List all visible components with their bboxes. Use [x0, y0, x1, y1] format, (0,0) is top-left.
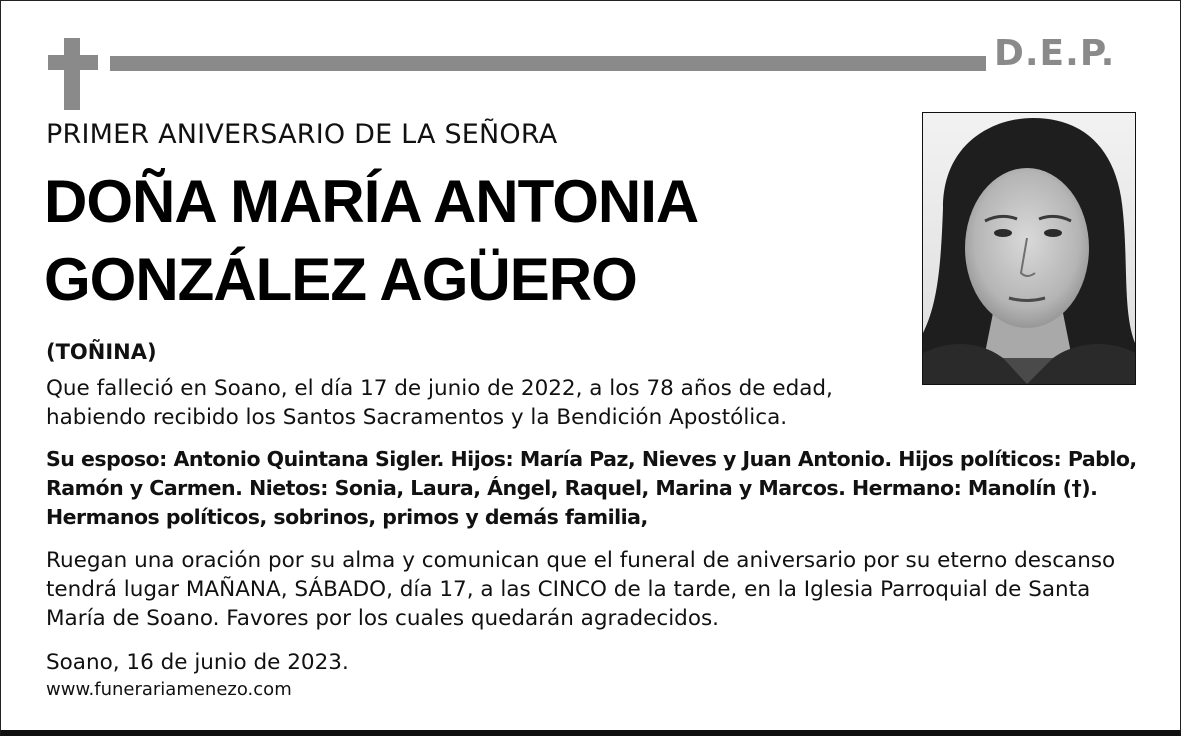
portrait-illustration [923, 113, 1135, 384]
family-paragraph [46, 445, 1137, 532]
funeral-line-1: Ruegan una oración por su alma y comunican que el funeral de aniversario por su eterno descanso [46, 548, 1116, 573]
death-line-1: Que falleció en Soano, el día 17 de junio de 2022, a los 78 años de edad, [46, 376, 833, 401]
nickname: (TOÑINA) [46, 340, 157, 364]
dep-label: D.E.P. [994, 33, 1116, 74]
cross-vertical-bar [64, 38, 80, 110]
place-date: Soano, 16 de junio de 2023. [46, 650, 349, 675]
death-paragraph [46, 374, 833, 432]
funeral-paragraph [46, 546, 1115, 633]
cross-horizontal-bar [48, 55, 98, 70]
intro-text: PRIMER ANIVERSARIO DE LA SEÑORA [46, 119, 558, 150]
funeral-line-3: María de Soano. Favores por los cuales quedarán agradecidos. [46, 606, 720, 631]
family-line-3: Hermanos políticos, sobrinos, primos y demás familia, [46, 505, 648, 529]
family-line-2: Ramón y Carmen. Nietos: Sonia, Laura, Ángel, Raquel, Marina y Marcos. Hermano: Manolín (†). [46, 476, 1098, 500]
deceased-name-line-1: DOÑA MARÍA ANTONIA [44, 168, 699, 235]
portrait-photo [922, 112, 1136, 385]
funeral-line-2: tendrá lugar MAÑANA, SÁBADO, día 17, a las CINCO de la tarde, en la Iglesia Parroquial de Santa [46, 577, 1091, 602]
death-line-2: habiendo recibido los Santos Sacramentos y la Bendición Apostólica. [46, 405, 788, 430]
deceased-name-line-2: GONZÁLEZ AGÜERO [44, 246, 637, 313]
website-link[interactable]: www.funerariamenezo.com [46, 679, 292, 700]
header-rule [110, 56, 986, 71]
family-line-1: Su esposo: Antonio Quintana Sigler. Hijos: María Paz, Nieves y Juan Antonio. Hijos políticos: Pablo, [46, 447, 1137, 471]
